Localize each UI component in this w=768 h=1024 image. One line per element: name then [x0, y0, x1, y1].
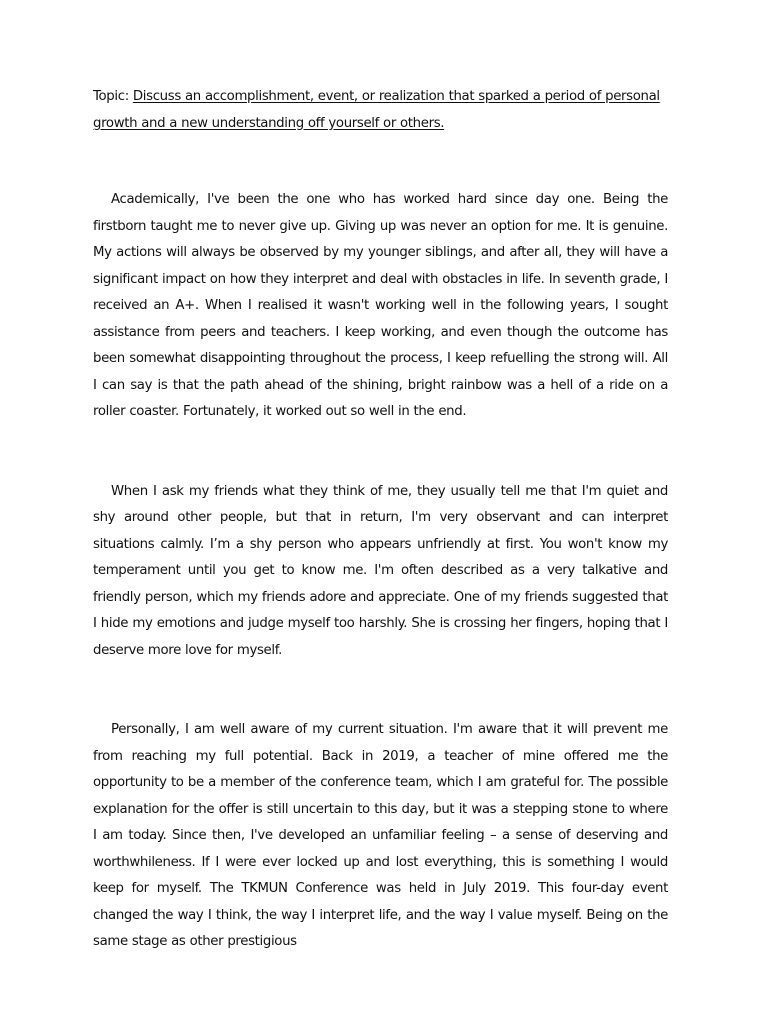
topic-prompt: Discuss an accomplishment, event, or realization that sparked a period of personal growth and a new understanding off yourself or others.: [93, 89, 660, 131]
essay-body: [93, 84, 668, 956]
essay-paragraph-1: Academically, I've been the one who has worked hard since day one. Being the firstborn taught me to never give up. Giving up was never an option for me. It is genuine. My actions will always be observed by my younger siblings, and after all, they will have a significant impact on how they interpret and deal with obstacles in life. In seventh grade, I received an A+. When I realised it wasn't working well in the following years, I sought assistance from peers and teachers. I keep working, and even though the outcome has been somewhat disappointing throughout the process, I keep refuelling the strong will. All I can say is that the path ahead of the shining, bright rainbow was a hell of a ride on a roller coaster. Fortunately, it worked out so well in the end.: [93, 192, 668, 419]
topic-line: [93, 84, 668, 137]
essay-paragraph-3: Personally, I am well aware of my current situation. I'm aware that it will prevent me from reaching my full potential. Back in 2019, a teacher of mine offered me the opportunity to be a member of the conference team, which I am grateful for. The possible explanation for the offer is still uncertain to this day, but it was a stepping stone to where I am today. Since then, I've developed an unfamiliar feeling – a sense of deserving and worthwhileness. If I were ever locked up and lost everything, this is something I would keep for myself. The TKMUN Conference was held in July 2019. This four-day event changed the way I think, the way I interpret life, and the way I value myself. Being on the same stage as other prestigious: [93, 722, 668, 949]
essay-paragraph-2: When I ask my friends what they think of me, they usually tell me that I'm quiet and shy around other people, but that in return, I'm very observant and can interpret situations calmly. I’m a shy person who appears unfriendly at first. You won't know my temperament until you get to know me. I'm often described as a very talkative and friendly person, which my friends adore and appreciate. One of my friends suggested that I hide my emotions and judge myself too harshly. She is crossing her fingers, hoping that I deserve more love for myself.: [93, 483, 668, 658]
topic-label: Topic:: [93, 89, 129, 104]
